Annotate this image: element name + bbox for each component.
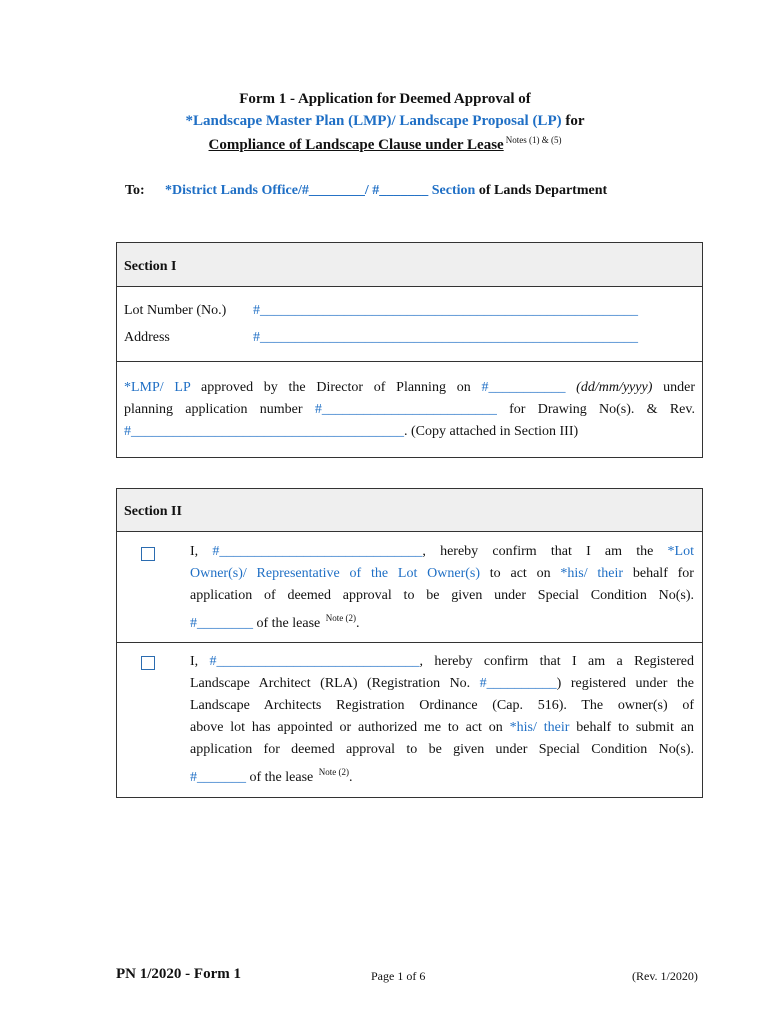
lot-owner-option[interactable]: *Lot bbox=[667, 544, 694, 559]
plan-type-suffix: for bbox=[561, 113, 585, 129]
approval-line-1 bbox=[124, 377, 695, 399]
approval-line-3 bbox=[124, 421, 695, 443]
section-1-divider bbox=[117, 361, 702, 362]
rla-period: . bbox=[349, 770, 353, 785]
owner-line-3: application of deemed approval to be given under Special Condition No(s). bbox=[190, 588, 694, 603]
address-row bbox=[124, 330, 638, 346]
footer-page-number: Page 1 of 6 bbox=[371, 969, 426, 983]
rla-line-6 bbox=[190, 761, 694, 789]
period: . bbox=[356, 616, 360, 631]
rla-his-their-option[interactable]: *his/ their bbox=[509, 720, 570, 735]
section-2-divider bbox=[117, 642, 702, 643]
owner-line-2 bbox=[190, 563, 694, 585]
registered-under-text: ) registered under the bbox=[556, 676, 694, 691]
submit-an-text: behalf to submit an bbox=[569, 720, 694, 735]
notes-reference: Notes (1) & (5) bbox=[505, 135, 562, 145]
appointed-text: above lot has appointed or authorized me to act on bbox=[190, 720, 510, 735]
approval-line-2 bbox=[124, 399, 695, 421]
approval-text: approved by the Director of Planning on bbox=[190, 380, 482, 395]
rla-registration-field[interactable]: #__________ bbox=[479, 676, 557, 691]
rla-paragraph bbox=[190, 651, 694, 789]
district-office-field[interactable]: *District Lands Office/#________/ #_______ Section bbox=[165, 183, 476, 198]
rla-line-5: application for deemed approval to be given under Special Condition No(s). bbox=[190, 742, 694, 757]
section-2-heading: Section II bbox=[117, 489, 702, 532]
his-their-option[interactable]: *his/ their bbox=[560, 566, 624, 581]
section-1-box bbox=[116, 242, 703, 458]
rla-line-1 bbox=[190, 651, 694, 673]
rla-special-condition-field[interactable]: #_______ bbox=[190, 770, 246, 785]
form-subtitle bbox=[0, 113, 770, 130]
lot-owner-checkbox[interactable] bbox=[141, 547, 155, 561]
rla-i-text: I, bbox=[190, 654, 210, 669]
plan-type-text: *Landscape Master Plan (LMP)/ Landscape Proposal (LP) bbox=[185, 113, 562, 129]
address-field[interactable]: #______________________________________________________ bbox=[253, 330, 638, 345]
to-label: To: bbox=[125, 183, 145, 198]
act-on-text: to act on bbox=[480, 566, 561, 581]
footer-revision: (Rev. 1/2020) bbox=[632, 969, 698, 983]
date-format-hint: (dd/mm/yyyy) bbox=[565, 380, 653, 395]
owner-name-field[interactable]: #_____________________________ bbox=[212, 544, 423, 559]
owner-confirm-text: , hereby confirm that I am the bbox=[422, 544, 668, 559]
rla-checkbox[interactable] bbox=[141, 656, 155, 670]
copy-attached-text: . (Copy attached in Section III) bbox=[404, 424, 579, 439]
form-subtitle-compliance bbox=[0, 135, 770, 154]
approval-date-field[interactable]: #___________ bbox=[481, 380, 566, 395]
section-1-heading: Section I bbox=[117, 243, 702, 287]
lot-number-row bbox=[124, 303, 638, 319]
approval-paragraph bbox=[124, 377, 695, 443]
note-2-reference: Note (2) bbox=[325, 613, 356, 623]
lands-department-text: of Lands Department bbox=[475, 183, 608, 198]
rla-line-2 bbox=[190, 673, 694, 695]
to-line bbox=[125, 183, 607, 199]
footer-form-id: PN 1/2020 - Form 1 bbox=[116, 966, 241, 982]
form-title-text: Form 1 - Application for Deemed Approval of bbox=[239, 91, 531, 107]
section-2-box bbox=[116, 488, 703, 798]
lot-owner-paragraph bbox=[190, 541, 694, 635]
owner-line-1 bbox=[190, 541, 694, 563]
planning-app-label: planning application number bbox=[124, 402, 315, 417]
planning-application-field[interactable]: #_________________________ bbox=[314, 402, 497, 417]
rla-name-field[interactable]: #_____________________________ bbox=[209, 654, 420, 669]
owner-representative-option[interactable]: Owner(s)/ Representative of the Lot Owner(s) bbox=[190, 566, 480, 581]
rla-registration-label: Landscape Architect (RLA) (Registration No. bbox=[190, 676, 480, 691]
rla-line-3: Landscape Architects Registration Ordinance (Cap. 516). The owner(s) of bbox=[190, 698, 694, 713]
special-condition-field[interactable]: #________ bbox=[190, 616, 253, 631]
behalf-for-text: behalf for bbox=[623, 566, 694, 581]
compliance-text: Compliance of Landscape Clause under Lease bbox=[208, 137, 504, 153]
lot-number-label: Lot Number (No.) bbox=[124, 303, 227, 318]
owner-i-text: I, bbox=[190, 544, 213, 559]
rla-of-lease-text: of the lease bbox=[246, 770, 317, 785]
approval-text-under: under bbox=[652, 380, 695, 395]
form-title bbox=[0, 91, 770, 108]
drawing-no-label: for Drawing No(s). & Rev. bbox=[496, 402, 695, 417]
lot-number-field[interactable]: #______________________________________________________ bbox=[253, 303, 638, 318]
rla-confirm-text: , hereby confirm that I am a Registered bbox=[419, 654, 694, 669]
of-lease-text: of the lease bbox=[253, 616, 324, 631]
rla-line-4 bbox=[190, 717, 694, 739]
rla-note-2-reference: Note (2) bbox=[318, 767, 349, 777]
owner-line-4 bbox=[190, 607, 694, 635]
lmp-lp-option[interactable]: *LMP/ LP bbox=[124, 380, 191, 395]
drawing-no-field[interactable]: #_______________________________________ bbox=[124, 424, 404, 439]
address-label: Address bbox=[124, 330, 170, 345]
